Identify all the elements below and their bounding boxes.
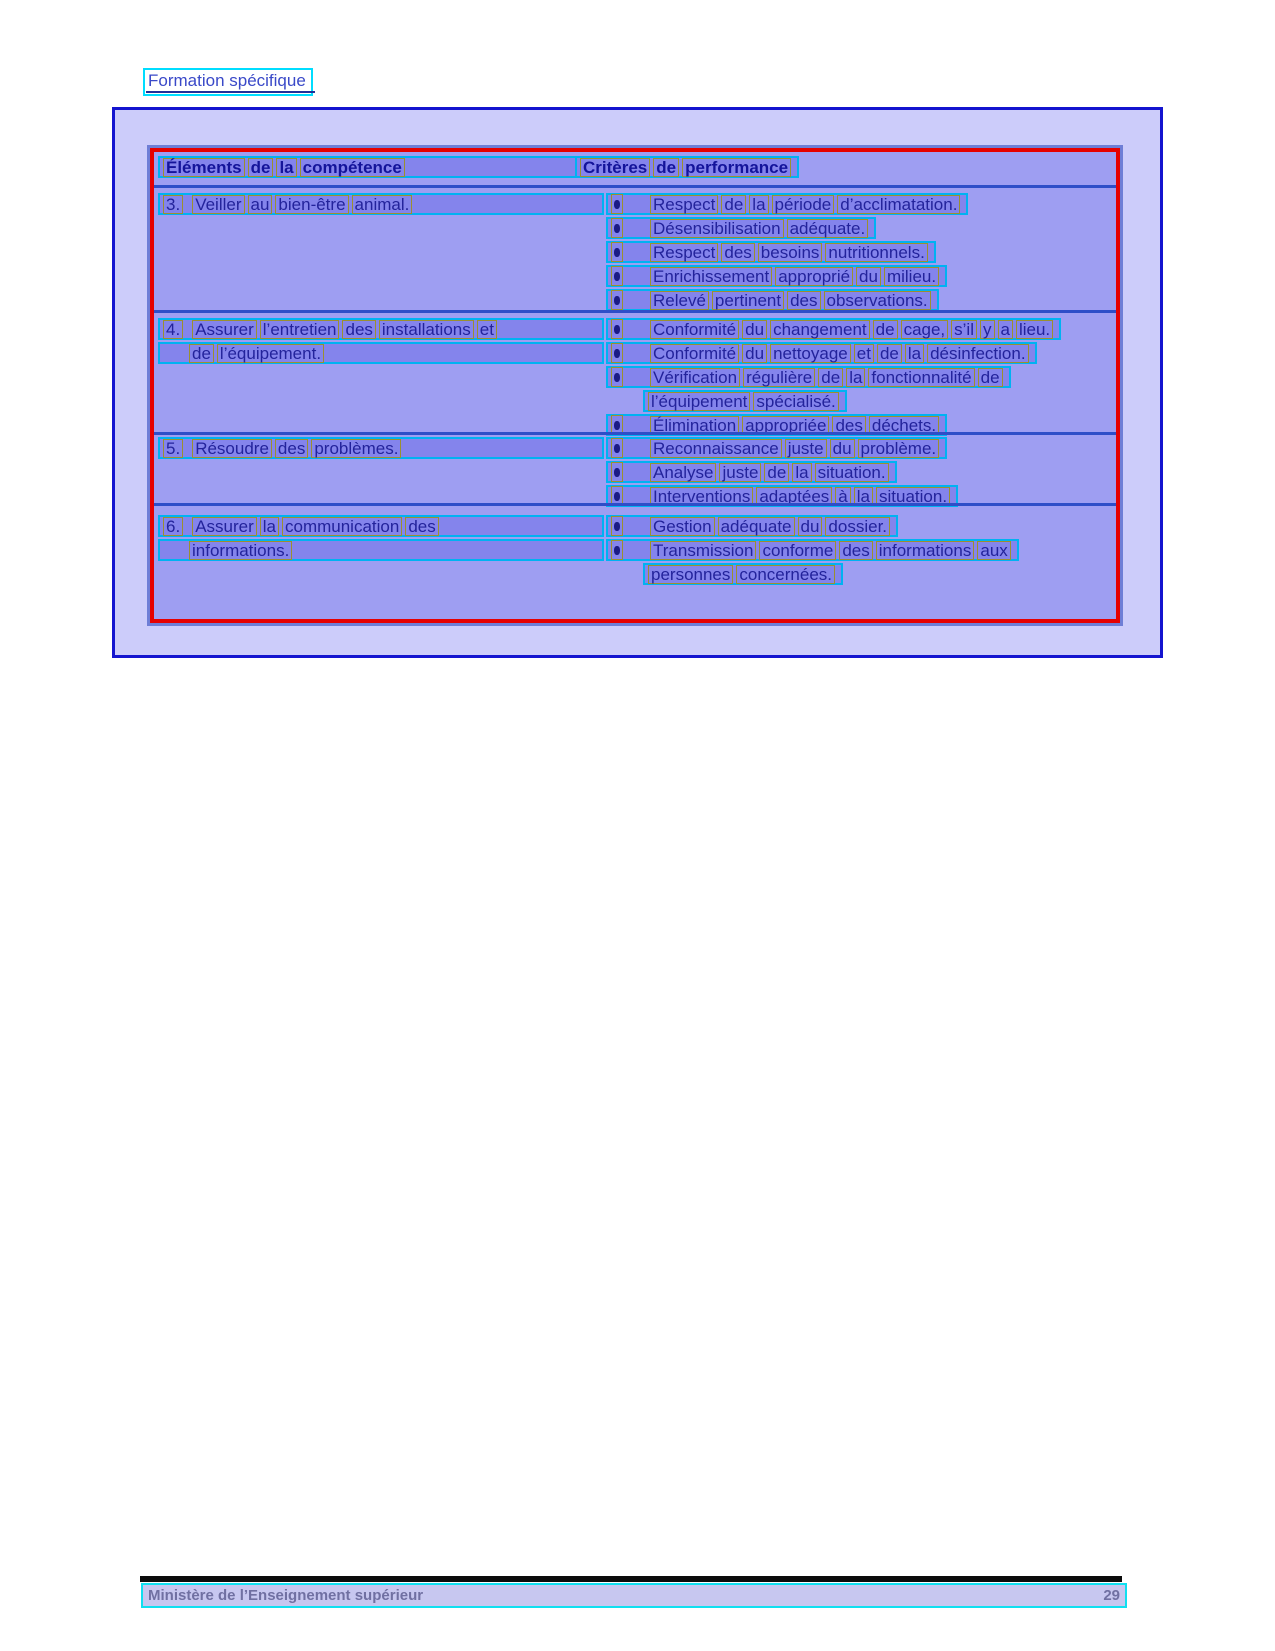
text-highlight — [606, 193, 968, 215]
criterion-line — [606, 515, 1112, 539]
bullet-icon — [614, 248, 620, 257]
word: cage, — [901, 320, 949, 339]
competency-table — [150, 148, 1120, 623]
criterion-line — [606, 437, 1112, 461]
word: Enrichissement — [650, 267, 772, 286]
word: aux — [977, 541, 1010, 560]
criterion-line — [606, 318, 1112, 342]
word: bien-être — [275, 195, 348, 214]
word: installations — [379, 320, 474, 339]
header-elements-band — [158, 156, 604, 178]
word: lieu. — [1016, 320, 1053, 339]
text-highlight — [606, 342, 1037, 364]
word: appropriée — [742, 416, 829, 435]
table-row — [154, 503, 1116, 607]
word: concernées. — [736, 565, 835, 584]
word: à — [835, 487, 850, 506]
page-heading — [143, 68, 313, 96]
word: régulière — [743, 368, 815, 387]
word: personnes — [648, 565, 733, 584]
criteria-cell — [606, 188, 1112, 313]
bullet-marker — [611, 367, 623, 387]
word: animal. — [352, 195, 413, 214]
word: de — [873, 320, 898, 339]
element-line — [158, 539, 604, 563]
text-highlight — [606, 217, 876, 239]
word: adaptées — [756, 487, 832, 506]
word: du — [742, 320, 767, 339]
element-cell — [158, 188, 604, 310]
word: y — [980, 320, 995, 339]
text-highlight — [158, 515, 604, 537]
word: conforme — [759, 541, 836, 560]
word: la — [792, 463, 811, 482]
word: et — [854, 344, 874, 363]
word: dossier. — [825, 517, 890, 536]
text-highlight — [158, 437, 604, 459]
bullet-icon — [614, 325, 620, 334]
bullet-marker — [611, 242, 623, 262]
criteria-cell — [606, 435, 1112, 509]
criterion-line — [606, 563, 1112, 587]
text-highlight — [606, 461, 897, 483]
word: Désensibilisation — [650, 219, 784, 238]
word: de — [764, 463, 789, 482]
row-number: 3. — [163, 195, 183, 214]
word: période — [772, 195, 835, 214]
word: la — [905, 344, 924, 363]
bullet-marker — [611, 218, 623, 238]
word: compétence — [300, 158, 405, 177]
table-header-row — [154, 152, 1116, 185]
word: de — [189, 344, 214, 363]
text-highlight — [158, 342, 604, 364]
word: juste — [719, 463, 761, 482]
word: des — [405, 517, 438, 536]
text-highlight — [606, 289, 939, 311]
text-highlight — [158, 193, 604, 215]
heading-underline — [146, 91, 315, 93]
word: Critères — [580, 158, 650, 177]
word: du — [742, 344, 767, 363]
text-highlight — [158, 539, 604, 561]
bullet-marker — [611, 516, 623, 536]
word: Analyse — [650, 463, 716, 482]
criterion-line — [606, 390, 1112, 414]
word: informations. — [189, 541, 292, 560]
word: adéquate — [718, 517, 795, 536]
word: l’équipement — [648, 392, 750, 411]
header-line — [575, 156, 799, 180]
element-line — [158, 193, 604, 217]
word: déchets. — [869, 416, 939, 435]
text-highlight — [606, 437, 947, 459]
word: Assurer — [192, 320, 257, 339]
bullet-icon — [614, 373, 620, 382]
word: la — [854, 487, 873, 506]
bullet-marker — [611, 462, 623, 482]
word: la — [749, 195, 768, 214]
criterion-line — [606, 342, 1112, 366]
table-row — [154, 185, 1116, 310]
criteria-cell — [606, 506, 1112, 587]
bullet-icon — [614, 492, 620, 501]
word: problème. — [858, 439, 940, 458]
bullet-icon — [614, 522, 620, 531]
footer — [141, 1583, 1127, 1608]
footer-page-number: 29 — [1103, 1587, 1120, 1604]
word: Interventions — [650, 487, 753, 506]
word: la — [260, 517, 279, 536]
word: problèmes. — [311, 439, 401, 458]
page-heading-label: Formation spécifique — [148, 71, 306, 90]
footer-rule — [140, 1576, 1122, 1582]
word: d’acclimatation. — [837, 195, 960, 214]
word: Conformité — [650, 344, 739, 363]
criterion-line — [606, 241, 1112, 265]
word: au — [248, 195, 273, 214]
criterion-line — [606, 265, 1112, 289]
header-line — [158, 156, 604, 180]
bullet-icon — [614, 272, 620, 281]
word: du — [798, 517, 823, 536]
word: la — [846, 368, 865, 387]
bullet-icon — [614, 349, 620, 358]
criterion-line — [606, 461, 1112, 485]
bullet-icon — [614, 421, 620, 430]
word: spécialisé. — [753, 392, 838, 411]
word: désinfection. — [927, 344, 1028, 363]
word: Respect — [650, 195, 718, 214]
row-number: 6. — [163, 517, 183, 536]
criterion-line — [606, 366, 1112, 390]
word: nutritionnels. — [825, 243, 927, 262]
criterion-line — [606, 193, 1112, 217]
word: Résoudre — [192, 439, 272, 458]
text-highlight — [606, 366, 1011, 388]
word: changement — [770, 320, 870, 339]
text-highlight — [606, 515, 898, 537]
row-number: 4. — [163, 320, 183, 339]
bullet-icon — [614, 224, 620, 233]
word: Respect — [650, 243, 718, 262]
word: la — [276, 158, 296, 177]
text-highlight — [606, 539, 1019, 561]
word: milieu. — [884, 267, 939, 286]
word: Conformité — [650, 320, 739, 339]
word: performance — [682, 158, 791, 177]
bullet-marker — [611, 438, 623, 458]
header-criteria-band — [575, 156, 799, 178]
word: Vérification — [650, 368, 740, 387]
criterion-line — [606, 217, 1112, 241]
word: et — [477, 320, 497, 339]
word: des — [275, 439, 308, 458]
word: du — [856, 267, 881, 286]
criterion-line — [606, 539, 1112, 563]
element-line — [158, 318, 604, 342]
bullet-icon — [614, 296, 620, 305]
element-line — [158, 437, 604, 461]
word: de — [721, 195, 746, 214]
text-highlight — [606, 265, 947, 287]
word: juste — [785, 439, 827, 458]
word: des — [342, 320, 375, 339]
word: de — [653, 158, 679, 177]
element-cell — [158, 506, 604, 607]
word: des — [787, 291, 820, 310]
word: adéquate. — [787, 219, 869, 238]
word: fonctionnalité — [868, 368, 974, 387]
bullet-icon — [614, 468, 620, 477]
row-number: 5. — [163, 439, 183, 458]
table-row — [154, 432, 1116, 506]
word: de — [818, 368, 843, 387]
word: de — [877, 344, 902, 363]
text-highlight — [643, 563, 843, 585]
word: informations — [876, 541, 975, 560]
bullet-marker — [611, 540, 623, 560]
word: l’entretien — [260, 320, 340, 339]
word: communication — [282, 517, 402, 536]
text-highlight — [606, 241, 936, 263]
word: de — [248, 158, 274, 177]
word: pertinent — [712, 291, 784, 310]
word: Veiller — [192, 195, 244, 214]
bullet-icon — [614, 444, 620, 453]
word: Élimination — [650, 416, 739, 435]
element-line — [158, 515, 604, 539]
bullet-icon — [614, 200, 620, 209]
element-line — [158, 342, 604, 366]
bullet-marker — [611, 266, 623, 286]
word: nettoyage — [770, 344, 851, 363]
footer-ministry-label: Ministère de l’Enseignement supérieur — [148, 1587, 424, 1604]
word: situation. — [876, 487, 950, 506]
header-cell-elements — [158, 152, 604, 185]
text-highlight — [158, 318, 604, 340]
word: Relevé — [650, 291, 709, 310]
bullet-marker — [611, 194, 623, 214]
bullet-marker — [611, 290, 623, 310]
word: a — [998, 320, 1013, 339]
word: des — [832, 416, 865, 435]
word: observations. — [824, 291, 931, 310]
word: des — [839, 541, 872, 560]
word: Reconnaissance — [650, 439, 782, 458]
element-cell — [158, 313, 604, 432]
table-row — [154, 310, 1116, 435]
text-highlight — [606, 318, 1061, 340]
bullet-marker — [611, 319, 623, 339]
word: Gestion — [650, 517, 715, 536]
word: situation. — [815, 463, 889, 482]
word: de — [978, 368, 1003, 387]
word: besoins — [758, 243, 823, 262]
criteria-cell — [606, 313, 1112, 438]
bullet-marker — [611, 343, 623, 363]
word: approprié — [775, 267, 853, 286]
word: des — [721, 243, 754, 262]
word: du — [830, 439, 855, 458]
word: l’équipement. — [217, 344, 324, 363]
word: Transmission — [650, 541, 756, 560]
header-cell-criteria — [575, 152, 799, 180]
word: s’il — [951, 320, 977, 339]
text-highlight — [643, 390, 847, 412]
word: Éléments — [163, 158, 245, 177]
word: Assurer — [192, 517, 257, 536]
element-cell — [158, 435, 604, 503]
bullet-icon — [614, 546, 620, 555]
